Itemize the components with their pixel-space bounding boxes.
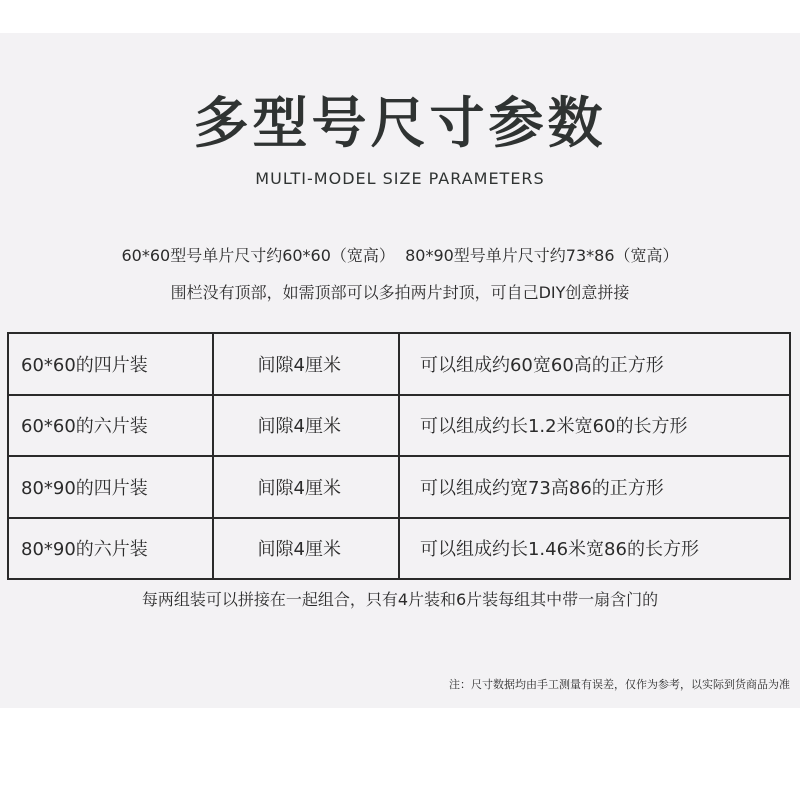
shape-cell: 可以组成约长1.2米宽60的长方形 <box>399 395 790 457</box>
size-table <box>7 332 791 580</box>
package-cell: 80*90的六片装 <box>8 518 213 580</box>
gap-cell: 间隙4厘米 <box>213 333 399 395</box>
package-cell: 60*60的四片装 <box>8 333 213 395</box>
model-size-info: 60*60型号单片尺寸约60*60（宽高） 80*90型号单片尺寸约73*86（宽高） <box>121 246 679 265</box>
table-row <box>8 518 790 580</box>
package-cell: 80*90的四片装 <box>8 456 213 518</box>
combination-note: 每两组装可以拼接在一起组合，只有4片装和6片装每组其中带一扇含门的 <box>141 590 659 609</box>
gap-cell: 间隙4厘米 <box>213 456 399 518</box>
measurement-disclaimer: 注：尺寸数据均由手工测量有误差，仅作为参考，以实际到货商品为准 <box>449 678 790 691</box>
table-row <box>8 333 790 395</box>
gap-cell: 间隙4厘米 <box>213 518 399 580</box>
package-cell: 60*60的六片装 <box>8 395 213 457</box>
gap-cell: 间隙4厘米 <box>213 395 399 457</box>
shape-cell: 可以组成约宽73高86的正方形 <box>399 456 790 518</box>
fence-top-info: 围栏没有顶部，如需顶部可以多拍两片封顶，可自己DIY创意拼接 <box>170 283 630 302</box>
page-title: 多型号尺寸参数 <box>193 91 607 155</box>
table-row <box>8 456 790 518</box>
shape-cell: 可以组成约60宽60高的正方形 <box>399 333 790 395</box>
page-subtitle: MULTI-MODEL SIZE PARAMETERS <box>255 169 545 188</box>
shape-cell: 可以组成约长1.46米宽86的长方形 <box>419 539 699 561</box>
table-row <box>8 395 790 457</box>
